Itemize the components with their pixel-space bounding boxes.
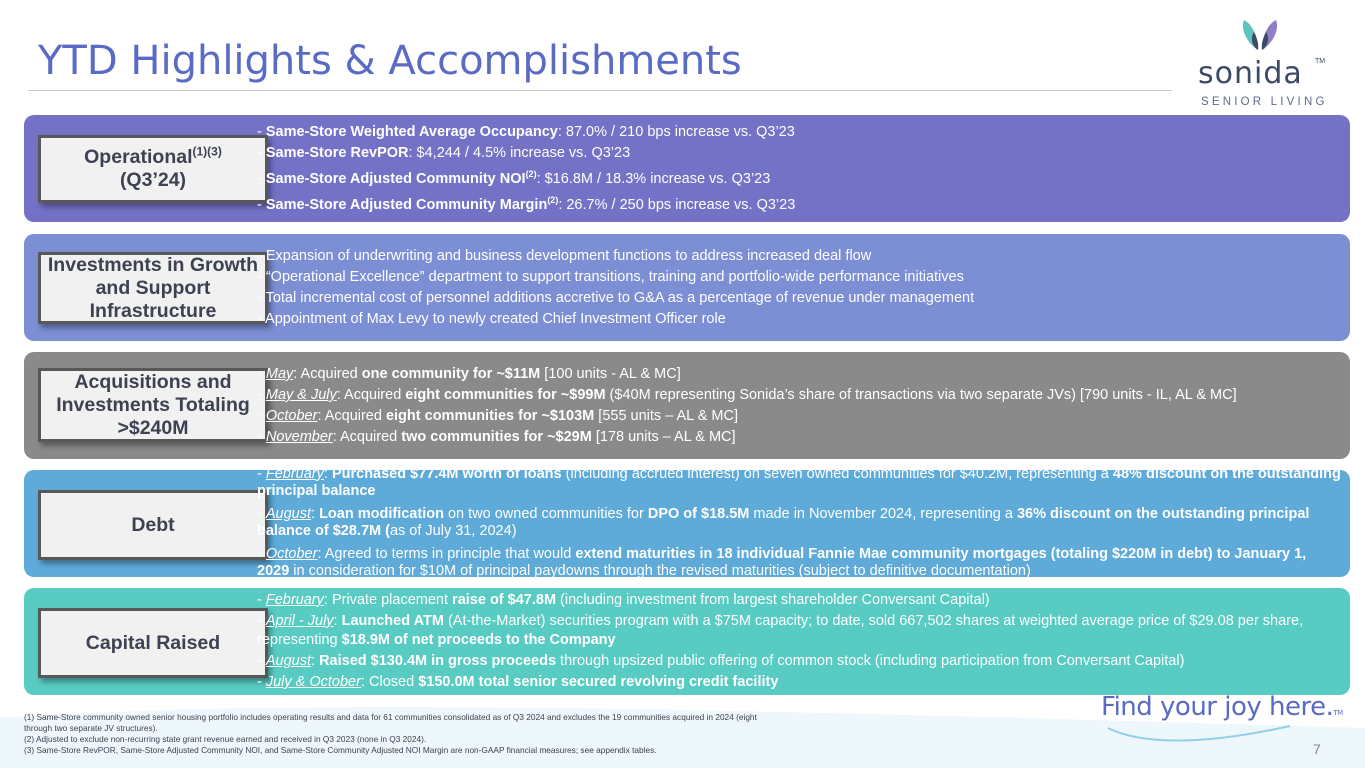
operational-label-period: (Q3’24) xyxy=(119,169,187,191)
list-item: - April - July: Launched ATM (At-the-Market) securities program with a $75M capacity; to date, sold 667,502 shares at weighted average price of $29.08 per share, representing $18.9M of net proceeds to the Company xyxy=(257,613,1304,648)
footnote: (3) Same-Store RevPOR, Same-Store Adjusted Community NOI, and Same-Store Community Adjusted NOI Margin are non-GAAP financial measures; see appendix tables. xyxy=(24,745,657,755)
tagline-text: Find your joy here. xyxy=(1101,692,1334,722)
footnotes xyxy=(24,712,784,756)
list-item: - Total incremental cost of personnel additions accretive to G&A as a percentage of revenue under management xyxy=(257,290,975,306)
list-item: - Appointment of Max Levy to newly created Chief Investment Officer role xyxy=(257,311,726,327)
title-divider xyxy=(28,90,1172,91)
operational-band xyxy=(24,115,1350,222)
list-item: - October: Agreed to terms in principle that would extend maturities in 18 individual Fannie Mae community mortgages (totaling $220M in debt) to January 1, 2029 in consideration for $10M of principal paydowns through the revised maturities (subject to definitive documentation) xyxy=(257,545,1307,579)
capital-band xyxy=(24,588,1350,695)
footnote: (2) Adjusted to exclude non-recurring state grant revenue earned and received in Q3 2023 (none in Q3 2024). xyxy=(24,734,427,744)
list-item: - August: Raised $130.4M in gross proceeds through upsized public offering of common stock (including participation from Conversant Capital) xyxy=(257,653,1185,669)
operational-label-sup: (1)(3) xyxy=(192,144,222,159)
logo-trademark: TM xyxy=(1315,58,1326,65)
list-item: - August: Loan modification on two owned communities for DPO of $18.5M made in November 2024, representing a 36% discount on the outstanding principal balance of $28.7M (as of July 31, 2024) xyxy=(257,505,1310,539)
list-item: - Same-Store Weighted Average Occupancy: 87.0% / 210 bps increase vs. Q3’23 xyxy=(257,124,795,141)
list-item: - November: Acquired two communities for ~$29M [178 units – AL & MC] xyxy=(257,429,736,445)
tagline xyxy=(1101,692,1343,722)
page-title: YTD Highlights & Accomplishments xyxy=(38,38,742,84)
list-item: - February: Purchased $77.4M worth of loans (including accrued interest) on seven owned communities for $40.2M, representing a 48% discount on the outstanding principal balance xyxy=(257,465,1341,499)
investments-label: Investments in Growth and Support Infrastructure xyxy=(38,252,268,324)
acquisitions-label: Acquisitions and Investments Totaling >$240M xyxy=(38,368,268,442)
operational-content xyxy=(257,115,1342,222)
list-item: - Expansion of underwriting and business development functions to address increased deal flow xyxy=(257,248,872,264)
page-number: 7 xyxy=(1313,741,1321,757)
swoosh-icon xyxy=(1100,722,1300,746)
list-item: - July & October: Closed $150.0M total senior secured revolving credit facility xyxy=(257,674,779,690)
list-item: - May & July: Acquired eight communities for ~$99M ($40M representing Sonida’s share of transactions via two separate JVs) [790 units - IL, AL & MC] xyxy=(257,387,1237,403)
acquisitions-content xyxy=(257,352,1342,459)
acquisitions-band xyxy=(24,352,1350,459)
list-item: - May: Acquired one community for ~$11M [100 units - AL & MC] xyxy=(257,366,681,382)
list-item: - Same-Store Adjusted Community Margin$^{(2)}$: 26.7% / 250 bps increase vs. Q3’23 xyxy=(257,195,796,213)
list-item: - Same-Store RevPOR: $4,244 / 4.5% increase vs. Q3’23 xyxy=(257,145,631,162)
sonida-logo xyxy=(1190,16,1330,108)
butterfly-logo-icon xyxy=(1190,16,1330,56)
debt-label: Debt xyxy=(38,490,268,560)
capital-content xyxy=(257,588,1342,695)
debt-band xyxy=(24,465,1350,579)
tagline-trademark: TM xyxy=(1333,709,1343,717)
list-item: - October: Acquired eight communities for ~$103M [555 units – AL & MC] xyxy=(257,408,738,424)
operational-label xyxy=(38,135,268,203)
logo-wordmark: sonida xyxy=(1198,56,1303,91)
investments-content xyxy=(257,234,1342,341)
debt-content xyxy=(257,465,1342,579)
footnote: (1) Same-Store community owned senior housing portfolio includes operating results and data for 61 communities consolidated as of Q3 2024 and excludes the 19 communities acquired in 2024 (eight through two separate JV structures). xyxy=(24,712,757,733)
investments-band xyxy=(24,234,1350,341)
capital-label: Capital Raised xyxy=(38,608,268,678)
list-item: - “Operational Excellence” department to support transitions, training and portfolio-wide performance initiatives xyxy=(257,269,964,285)
operational-label-text: Operational xyxy=(84,146,193,168)
list-item: - February: Private placement raise of $47.8M (including investment from largest shareholder Conversant Capital) xyxy=(257,592,990,608)
logo-subtitle: SENIOR LIVING xyxy=(1201,96,1328,108)
list-item: - Same-Store Adjusted Community NOI$^{(2)}$: $16.8M / 18.3% increase vs. Q3’23 xyxy=(257,169,771,187)
